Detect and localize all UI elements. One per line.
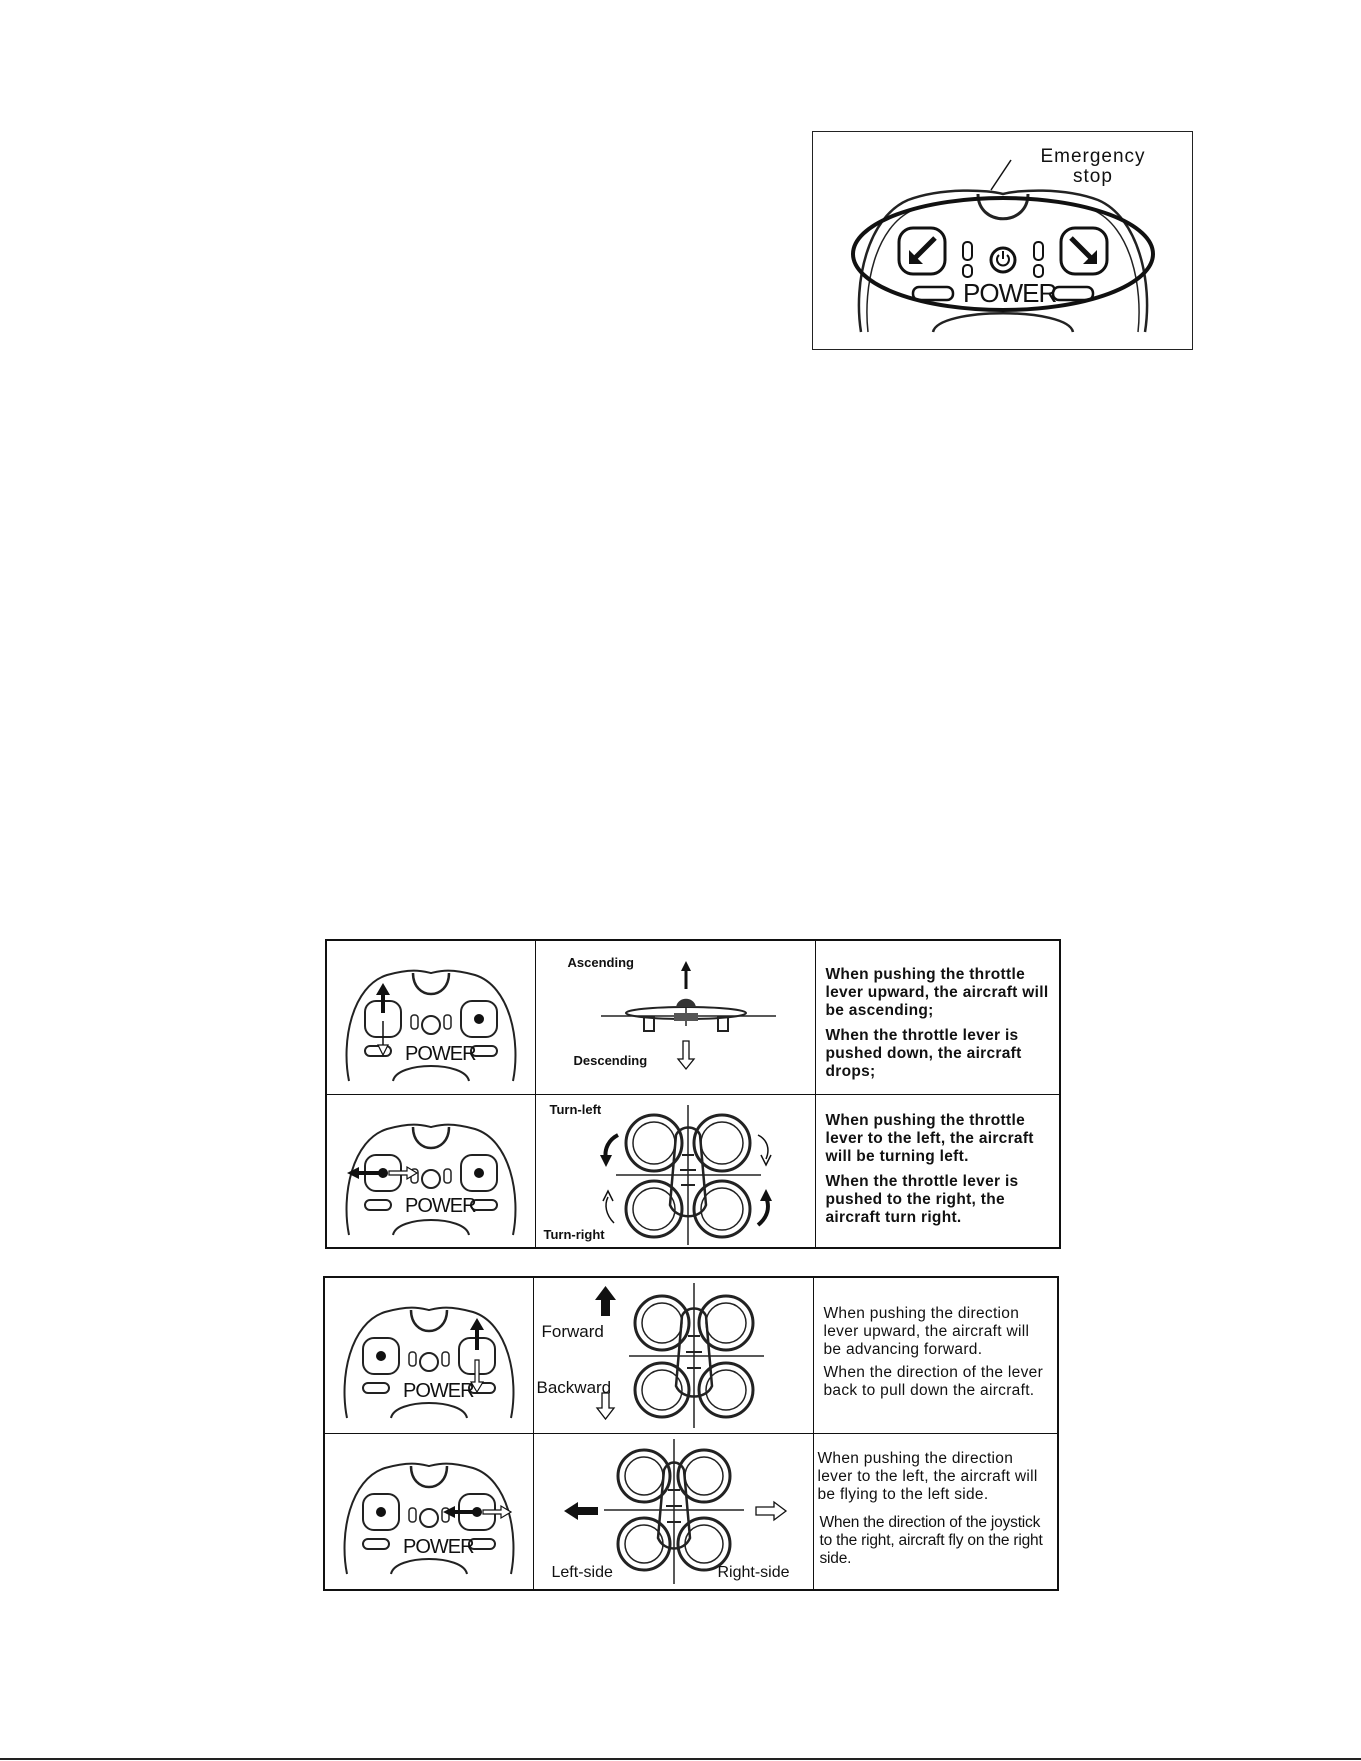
remote-direction-up-cell bbox=[324, 1277, 533, 1434]
descend-text: When the throttle lever is pushed down, the aircraft drops; bbox=[825, 1027, 1022, 1080]
remote-throttle-up-cell bbox=[326, 940, 535, 1095]
backward-description bbox=[824, 1364, 1052, 1400]
page-bottom-rule bbox=[0, 1758, 1361, 1760]
turn-right-text: When the throttle lever is pushed to the right, the aircraft turn right. bbox=[825, 1173, 1019, 1226]
right-side-description bbox=[820, 1514, 1052, 1568]
turn-figure-cell bbox=[535, 1095, 815, 1249]
ascend-descend-text-cell bbox=[815, 940, 1060, 1095]
power-label: POWER bbox=[403, 1536, 474, 1558]
turn-right-description bbox=[826, 1173, 1054, 1227]
right-side-label: Right-side bbox=[717, 1564, 790, 1581]
drone-top-view-turn-illustration bbox=[536, 1095, 816, 1247]
forward-description bbox=[824, 1305, 1052, 1359]
emergency-stop-figure bbox=[812, 131, 1193, 350]
throttle-instruction-table bbox=[325, 939, 1061, 1249]
ascend-text: When pushing the throttle lever upward, the aircraft will be ascending; bbox=[825, 966, 1049, 1019]
side-figure-cell bbox=[533, 1434, 813, 1591]
left-side-description bbox=[818, 1450, 1052, 1504]
descending-label: Descending bbox=[573, 1053, 648, 1068]
turn-text-cell bbox=[815, 1095, 1060, 1249]
turn-left-description bbox=[826, 1112, 1054, 1166]
remote-direction-up-illustration bbox=[325, 1278, 534, 1433]
drone-top-view-forward-illustration bbox=[534, 1278, 814, 1433]
emergency-stop-label-line2: stop bbox=[1073, 166, 1113, 187]
turn-left-text: When pushing the throttle lever to the left, the aircraft will be turning left. bbox=[825, 1112, 1034, 1165]
remote-direction-side-cell bbox=[324, 1434, 533, 1591]
right-side-text: When the direction of the joystick to the right, aircraft fly on the right side. bbox=[819, 1514, 1043, 1567]
table-row bbox=[326, 1095, 1060, 1249]
remote-throttle-up-illustration bbox=[327, 941, 536, 1094]
turn-left-label: Turn-left bbox=[549, 1102, 602, 1117]
left-side-label: Left-side bbox=[551, 1564, 613, 1581]
forward-text: When pushing the direction lever upward, the aircraft will be advancing forward. bbox=[823, 1305, 1030, 1358]
ascend-descend-figure-cell bbox=[535, 940, 815, 1095]
table-row bbox=[326, 940, 1060, 1095]
turn-right-label: Turn-right bbox=[543, 1227, 605, 1242]
remote-throttle-left-illustration bbox=[327, 1095, 536, 1247]
power-label: POWER bbox=[405, 1195, 476, 1217]
power-label: POWER bbox=[963, 278, 1057, 308]
forward-backward-text-cell bbox=[813, 1277, 1058, 1434]
table-row bbox=[324, 1434, 1058, 1591]
side-text-cell bbox=[813, 1434, 1058, 1591]
left-side-text: When pushing the direction lever to the left, the aircraft will be flying to the left side. bbox=[817, 1450, 1038, 1503]
backward-label: Backward bbox=[536, 1378, 612, 1397]
power-label: POWER bbox=[405, 1043, 476, 1065]
emergency-stop-label bbox=[1013, 147, 1173, 187]
emergency-stop-label-line1: Emergency bbox=[1040, 146, 1146, 167]
direction-instruction-table bbox=[323, 1276, 1059, 1591]
ascend-description bbox=[826, 966, 1054, 1020]
descend-description bbox=[826, 1027, 1054, 1081]
power-label: POWER bbox=[403, 1380, 474, 1402]
forward-label: Forward bbox=[541, 1322, 604, 1341]
remote-direction-side-illustration bbox=[325, 1434, 534, 1589]
forward-backward-figure-cell bbox=[533, 1277, 813, 1434]
remote-throttle-left-cell bbox=[326, 1095, 535, 1249]
table-row bbox=[324, 1277, 1058, 1434]
ascending-label: Ascending bbox=[567, 955, 634, 970]
backward-text: When the direction of the lever back to pull down the aircraft. bbox=[823, 1364, 1044, 1399]
